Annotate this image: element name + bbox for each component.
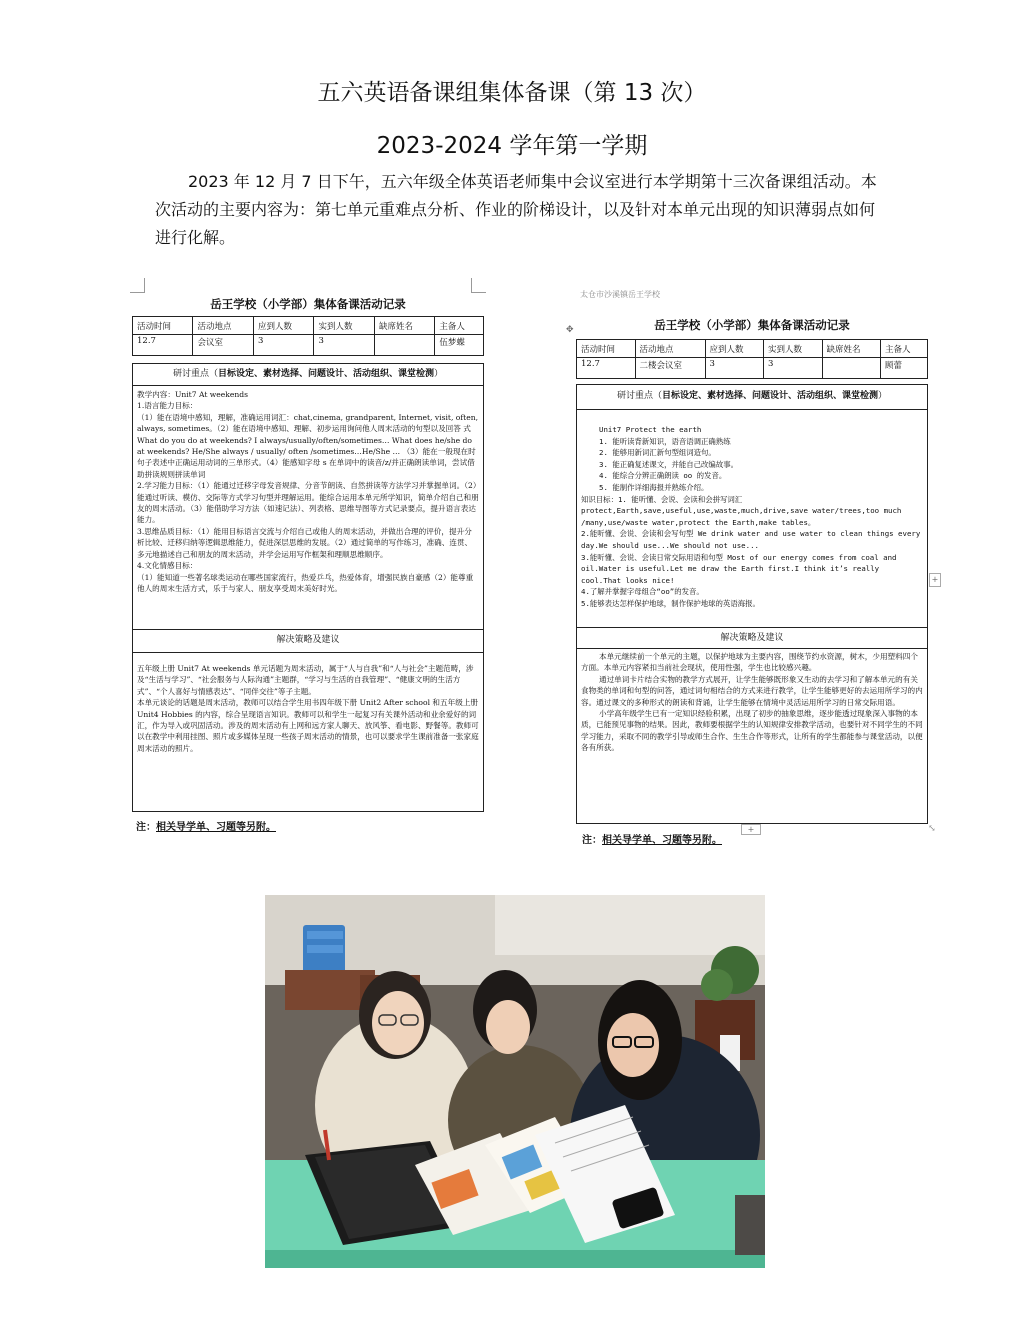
header-cell: 缺席姓名 [374,317,434,335]
content-line: Unit7 Protect the earth [599,425,702,434]
content-line: 5.能够表达怎样保护地球，制作保护地球的英语海报。 [581,598,760,608]
focus-row [576,384,928,410]
content-line: 2.能听懂、会说、会读和会写句型 We drink water and use water to clean things every day.We should use...We should not use... [581,529,921,550]
value-cell: 二楼会议室 [635,358,705,379]
left-note: 注：相关导学单、习题等另附。 [136,822,276,833]
value-cell [374,335,434,356]
value-cell: 12.7 [133,335,193,356]
focus-end: ） [434,369,444,379]
content-line: 4.了解并掌握字母组合“oo”的发音。 [581,587,704,597]
content-line: 1.语言能力目标： [137,401,198,411]
value-cell: 会议室 [193,335,253,356]
table-row [577,358,928,379]
right-note: 注：相关导学单、习题等另附。 [582,835,722,846]
strategy-paragraph: 本单元谈论的话题是周末活动，教师可以结合学生用书四年级下册 Unit2 After school 和五年级上册 Unit4 Hobbies 的内容，综合呈现语言知识。教师可以和学生一起复习有关课外活动和业余爱好的词汇，作为导入或巩固活动。涉及的周末活动有上网和远方家人聊天、放风筝、看电影、野餐等。教师可以在教学中利用挂图、照片或多媒体呈现一些孩子周末活动的情景，也可以要求学生课前准备一张家庭周末活动的照片。 [137,698,479,753]
school-header: 太仓市沙溪镇岳王学校 [580,290,660,299]
strategy-head-row [576,627,928,649]
value-cell: 伍梦蝶 [435,335,484,356]
header-cell: 主备人 [435,317,484,335]
focus-end: ） [878,391,888,401]
content-line: 5. 能制作详细海报并熟练介绍。 [599,482,709,492]
content-line: 1. 能听读背新知识，语音语调正确熟练 [599,436,731,446]
move-handle-icon[interactable]: ✥ [566,325,574,335]
focus-label: 研讨重点（ [172,369,218,379]
content-line: 3. 能正确复述课文，并能自己改编故事。 [599,459,738,469]
left-strategy-box [132,652,484,812]
value-cell: 3 [705,358,764,379]
content-line: 4.文化情感目标： [137,561,198,571]
add-column-icon[interactable]: + [929,573,941,587]
table-header-row [577,340,928,358]
header-cell: 缺席姓名 [822,340,881,358]
left-record-title: 岳王学校（小学部）集体备课活动记录 [210,297,406,311]
right-record-title: 岳王学校（小学部）集体备课活动记录 [654,318,850,332]
meeting-photo [265,895,765,1268]
left-info-table [132,316,484,356]
strategy-label: 解决策略及建议 [720,633,784,643]
page-subtitle: 2023-2024 学年第一学期 [376,133,648,159]
header-cell: 实到人数 [314,317,374,335]
content-line: 3.思维品质目标：（1）能用目标语言交流与介绍自己或他人的周末活动，并做出合理的评价，提升分析比较、迁移归纳等逻辑思维能力，促进深层思维的发展。（2）通过简单的写作练习，准确、连贯、多元地描述自己和朋友的周末活动，并学会运用写作框架和理顺思维顺序。 [137,526,473,559]
table-header-row [133,317,484,335]
focus-items: 目标设定、素材选择、问题设计、活动组织、课堂检测 [217,369,434,379]
add-row-icon[interactable]: + [741,824,761,835]
focus-items: 目标设定、素材选择、问题设计、活动组织、课堂检测 [661,391,878,401]
header-cell: 活动地点 [635,340,705,358]
right-strategy-box [576,648,928,824]
intro-paragraph: 2023 年 12 月 7 日下午，五六年级全体英语老师集中会议室进行本学期第十三次备课组活动。本次活动的主要内容为：第七单元重难点分析、作业的阶梯设计，以及针对本单元出现的知识薄弱点如何进行化解。 [155,172,877,247]
content-line: 4. 能综合分辨正确朗读 oo 的发音。 [599,471,727,481]
focus-label: 研讨重点（ [616,391,662,401]
header-cell: 活动时间 [577,340,636,358]
content-line: （1）能知道一些著名球类运动在哪些国家流行，热爱乒乓，热爱体育，增强民族自豪感（2）能尊重他人的周末生活方式，乐于与家人、朋友享受周末美好时光。 [137,572,474,593]
table-row [133,335,484,356]
right-content-box [576,409,928,628]
value-cell: 3 [314,335,374,356]
value-cell [822,358,881,379]
content-line: 知识目标：1. 能听懂、会说、会读和会拼写词汇 [581,494,743,504]
photo-illustration [265,895,765,1268]
value-cell: 顾蕾 [881,358,928,379]
focus-row [132,363,484,386]
header-cell: 实到人数 [764,340,823,358]
content-line: protect,Earth,save,useful,use,waste,much,drive,save water/trees,too much /many,use/waste water,protect the Earth,make tables。 [581,506,902,527]
value-cell: 3 [253,335,313,356]
strategy-head-row [132,629,484,653]
strategy-paragraph: 小学高年级学生已有一定知识经验积累，出现了初步的抽象思维，逐步能透过现象深入事物的本质，已能预见事物的结果。因此，教师要根据学生的认知规律安排教学活动，也要针对不同学生的不同学习能力，采取不同的教学引导或师生合作、生生合作等形式，让所有的学生都能参与课堂活动，以便各有所获。 [581,709,923,753]
crop-mark [130,278,145,293]
header-cell: 主备人 [881,340,928,358]
header-cell: 活动地点 [193,317,253,335]
right-info-table [576,339,928,379]
strategy-label: 解决策略及建议 [276,635,340,645]
strategy-paragraph: 通过单词卡片结合实物的教学方式展开，让学生能够既形象又生动的去学习和了解本单元的有关食物类的单词和句型的问答，通过词句相结合的方式来进行教学，让学生能够更好的去运用所学习的内容。通过课文的多种形式的朗读和背诵，让学生能够在情境中灵活运用所学习的日常交际用语。 [581,674,923,707]
content-line: （1）能在语境中感知，理解，准确运用词汇：chat,cinema, grandparent, Internet, visit, often, always, sometimes。（2）能在语境中感知、理解、初步运用询问他人周末活动的句型以及回答 式 What do you do at weekends? I always/usually/often/sometimes… What does he/she do at weekends? He/She always / usually/ often /sometimes…He/She … （3）能在一般现在时句子表述中正确运用动词的三单形式。（4）能感知字母 s 在单词中的读音/z/并正确朗读单词，尝试借助拼读规则拼读单词 [137,412,479,479]
header-cell: 应到人数 [253,317,313,335]
content-line: 3.能听懂、会说、会读日常交际用语和句型 Most of our energy comes from coal and oil.Water is useful.Let me draw the Earth first.I think it’s really cool.That looks nice! [581,552,897,585]
content-line: 2.学习能力目标：（1）能通过迁移字母发音规律、分音节朗读、自然拼读等方法学习并掌握单词。（2）能通过听读、模仿、交际等方式学习句型并理解运用。能综合运用本单元所学知识，简单介绍自己和朋友的周末活动。（3）能借助学习方法（如速记法）、列表格、思维导图等方式记录要点，提升语言表达能力。 [137,481,479,525]
strategy-paragraph: 五年级上册 Unit7 At weekends 单元话题为周末活动，属于“人与自我”和“人与社会”主题范畴，涉及“生活与学习”、“社会服务与人际沟通”主题群，“学习与生活的自我管理”、“健康文明的生活方式”、“个人喜好与情感表达”、“同伴交往”等子主题。 [137,664,474,696]
left-record-image [130,278,486,838]
resize-handle-icon[interactable]: ⤡ [928,824,936,834]
value-cell: 12.7 [577,358,636,379]
left-content-box [132,385,484,630]
value-cell: 3 [764,358,823,379]
page-title: 五六英语备课组集体备课（第 13 次） [317,80,707,106]
crop-mark [471,278,486,293]
header-cell: 活动时间 [133,317,193,335]
strategy-paragraph: 本单元继续前一个单元的主题，以保护地球为主要内容，围绕节约水资源，树木，少用塑料四个方面。本单元内容紧扣当前社会现状，使用性强，学生也比较感兴趣。 [581,652,918,673]
right-record-image [566,285,938,845]
content-line: 教学内容：Unit7 At weekends [137,390,249,399]
header-cell: 应到人数 [705,340,764,358]
content-line: 2. 能够用新词汇新句型组词造句。 [599,448,716,458]
